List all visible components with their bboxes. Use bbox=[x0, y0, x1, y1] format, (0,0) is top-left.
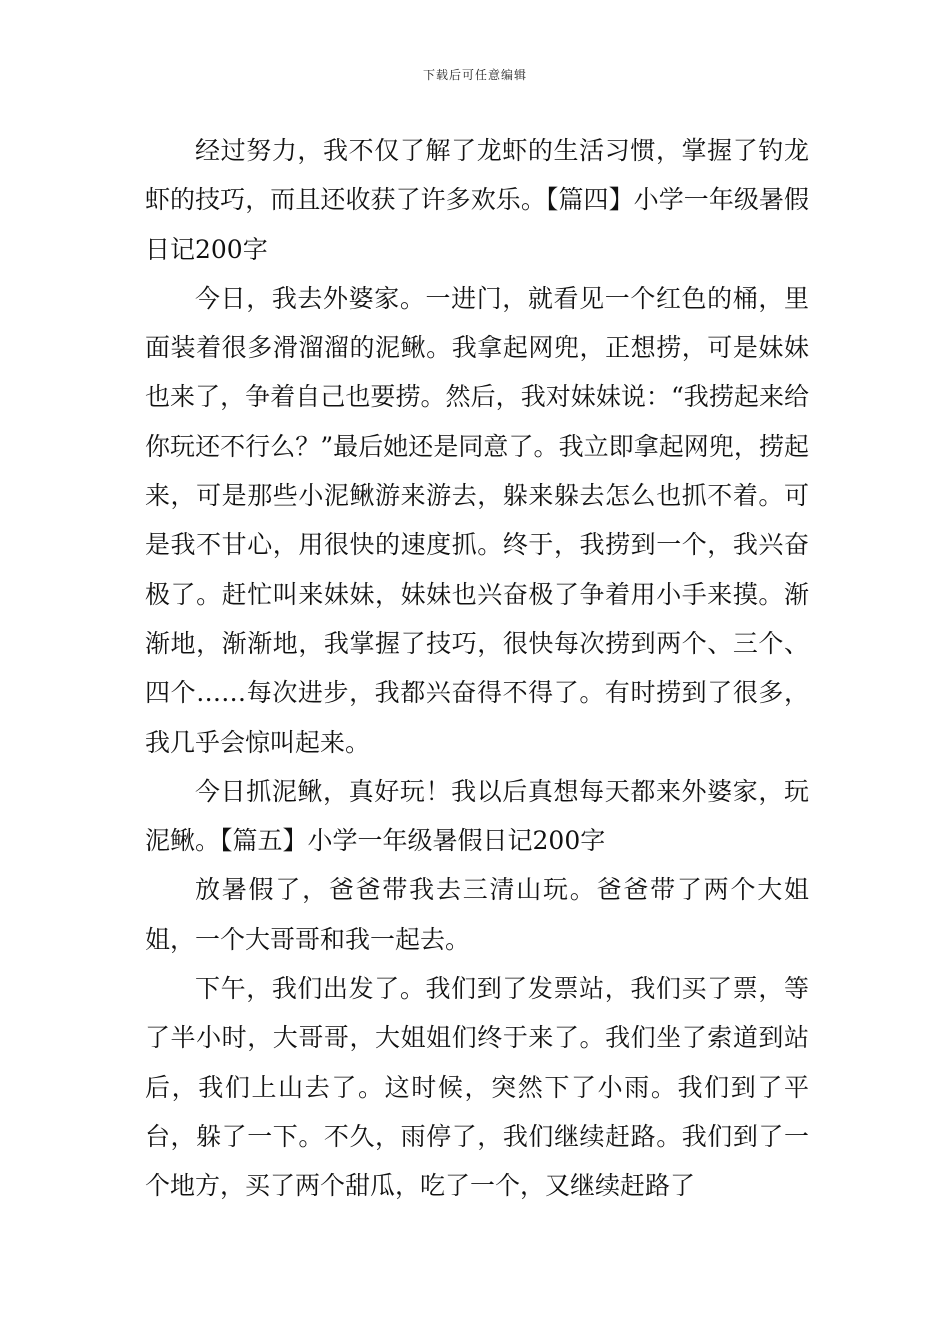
paragraph: 今日抓泥鳅，真好玩！我以后真想每天都来外婆家，玩泥鳅。【篇五】小学一年级暑假日记200字 bbox=[145, 776, 809, 856]
page-header: 下载后可任意编辑 bbox=[422, 68, 527, 82]
paragraph: 下午，我们出发了。我们到了发票站，我们买了票，等了半小时，大哥哥，大姐姐们终于来了。我们坐了索道到站后，我们上山去了。这时候，突然下了小雨。我们到了平台，躲了一下。不久，雨停了，我们继续赶路。我们到了一个地方，买了两个甜瓜，吃了一个，又继续赶路了 bbox=[145, 974, 809, 1201]
document-body bbox=[145, 126, 809, 1211]
paragraph: 今日，我去外婆家。一进门，就看见一个红色的桶，里面装着很多滑溜溜的泥鳅。我拿起网兜，正想捞，可是妹妹也来了，争着自己也要捞。然后，我对妹妹说：“我捞起来给你玩还不行么？”最后她还是同意了。我立即拿起网兜，捞起来，可是那些小泥鳅游来游去，躲来躲去怎么也抓不着。可是我不甘心，用很快的速度抓。终于，我捞到一个，我兴奋极了。赶忙叫来妹妹，妹妹也兴奋极了争着用小手来摸。渐渐地，渐渐地，我掌握了技巧，很快每次捞到两个、三个、四个……每次进步，我都兴奋得不得了。有时捞到了很多，我几乎会惊叫起来。 bbox=[145, 283, 809, 757]
paragraph: 放暑假了，爸爸带我去三清山玩。爸爸带了两个大姐姐，一个大哥哥和我一起去。 bbox=[145, 875, 809, 954]
paragraph: 经过努力，我不仅了解了龙虾的生活习惯，掌握了钓龙虾的技巧，而且还收获了许多欢乐。【篇四】小学一年级暑假日记200字 bbox=[145, 136, 809, 264]
